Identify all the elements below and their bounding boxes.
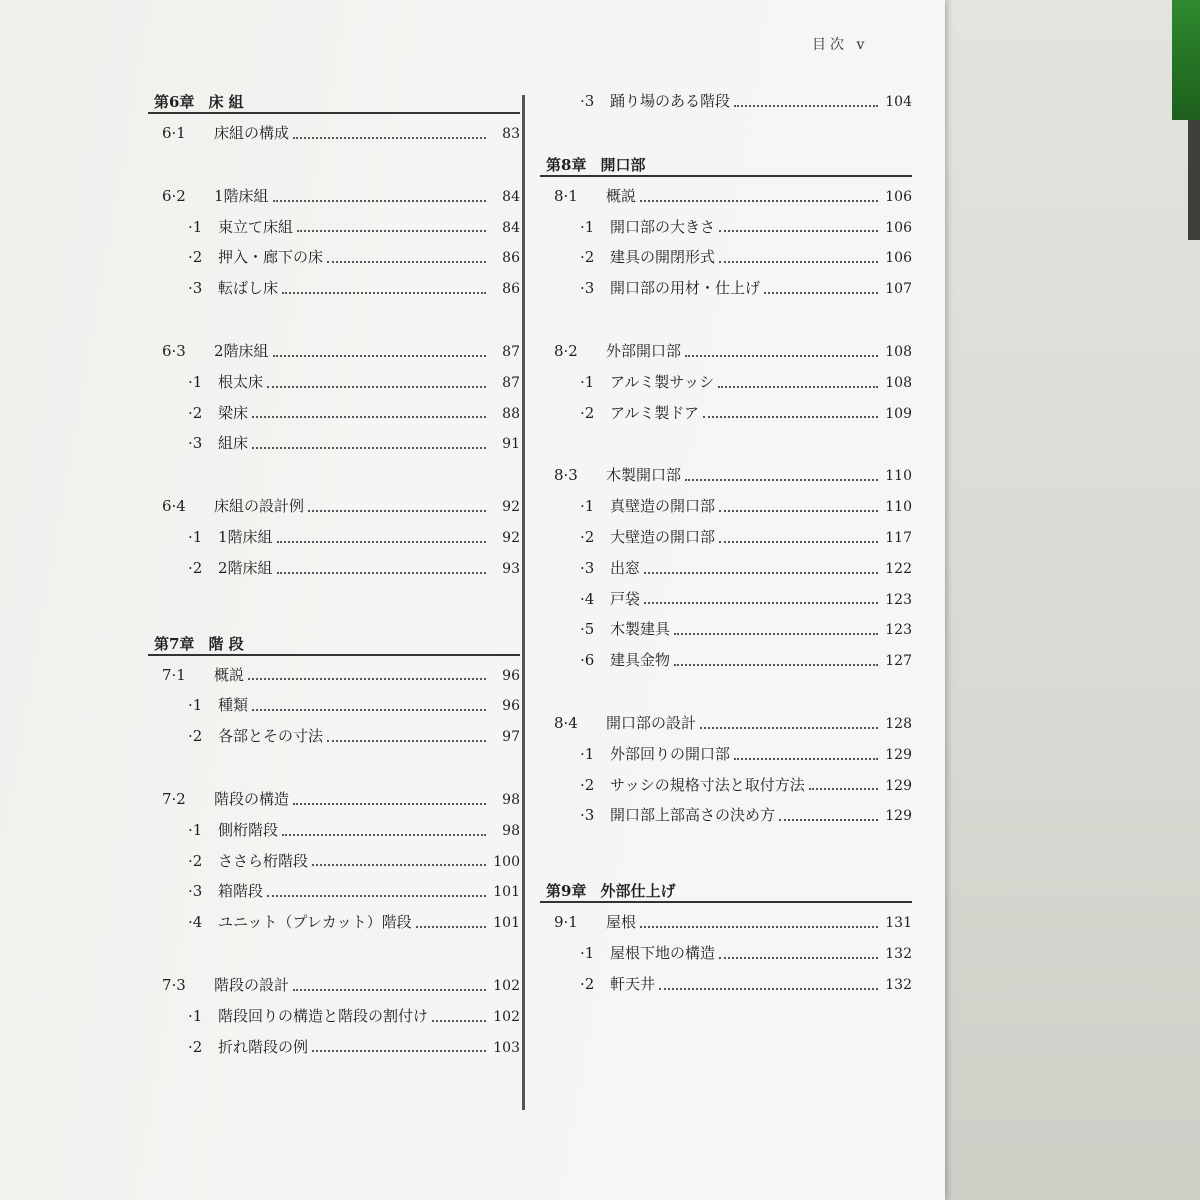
- page-number: 110: [885, 499, 912, 516]
- spacer: [148, 459, 520, 491]
- dot-leader: [267, 385, 486, 388]
- entry-title: アルミ製サッシ: [610, 372, 715, 391]
- dot-leader: [327, 739, 486, 742]
- dot-leader: [267, 894, 486, 897]
- dot-leader: [416, 925, 486, 928]
- entry-number: ·2: [580, 248, 595, 267]
- entry-number: ·3: [188, 279, 203, 298]
- entry-number: ·1: [580, 943, 595, 962]
- toc-subsection-entry[interactable]: [148, 273, 520, 304]
- entry-number: 6·3: [162, 341, 186, 360]
- entry-title: 屋根下地の構造: [610, 943, 716, 962]
- book-edge: [1188, 120, 1200, 240]
- page-number: 100: [493, 853, 520, 870]
- entry-title: ささら桁階段: [218, 851, 309, 870]
- page-number: 132: [885, 976, 912, 993]
- running-head: 目次 v: [812, 37, 869, 53]
- entry-title: アルミ製ドア: [610, 403, 699, 422]
- page-number: 92: [502, 529, 520, 546]
- spacer: [148, 752, 520, 784]
- entry-title: 建具金物: [610, 651, 671, 670]
- toc-subsection-entry[interactable]: [540, 969, 912, 1000]
- toc-subsection-entry[interactable]: [540, 739, 912, 770]
- toc-subsection-entry[interactable]: [540, 367, 912, 398]
- page-number: 102: [493, 977, 520, 994]
- toc-subsection-entry[interactable]: [148, 242, 520, 273]
- page-number: 88: [502, 405, 520, 422]
- entry-title: 階段の構造: [214, 789, 290, 808]
- entry-number: ·2: [188, 248, 203, 267]
- entry-number: ·4: [188, 913, 203, 932]
- page-number: 131: [885, 915, 912, 932]
- page-number: 104: [885, 94, 912, 110]
- entry-number: ·2: [580, 527, 595, 546]
- entry-title: 梁床: [218, 403, 249, 422]
- page-number: 106: [885, 250, 912, 267]
- dot-leader: [640, 925, 878, 928]
- page-number: 108: [885, 374, 912, 391]
- dot-leader: [674, 632, 878, 635]
- dot-leader: [248, 677, 486, 680]
- chapter-heading: [540, 149, 912, 177]
- entry-number: 7·2: [162, 789, 186, 808]
- dot-leader: [312, 863, 486, 866]
- page-number: 127: [885, 653, 912, 670]
- entry-number: ·1: [188, 527, 203, 546]
- entry-title: 出窓: [610, 558, 641, 577]
- dot-leader: [312, 1049, 486, 1052]
- toc-subsection-entry[interactable]: [148, 367, 520, 398]
- entry-number: ·1: [188, 217, 203, 236]
- entry-number: ·1: [188, 372, 203, 391]
- toc-subsection-entry[interactable]: [540, 398, 912, 429]
- page-number: 101: [493, 915, 520, 932]
- page-number: 97: [502, 729, 520, 746]
- toc-subsection-entry[interactable]: [148, 428, 520, 459]
- entry-number: 9·1: [554, 913, 578, 932]
- dot-leader: [282, 291, 486, 294]
- entry-title: 床組の設計例: [214, 497, 305, 516]
- entry-number: ·4: [580, 589, 595, 608]
- entry-number: 8·2: [554, 341, 578, 360]
- dot-leader: [674, 663, 878, 666]
- entry-title: 真壁造の開口部: [610, 497, 716, 516]
- chapter-heading: [148, 628, 520, 656]
- entry-title: 側桁階段: [218, 820, 279, 839]
- dot-leader: [703, 415, 878, 418]
- dot-leader: [277, 540, 486, 543]
- entry-title: 木製開口部: [606, 466, 682, 485]
- entry-title: 2階床組: [218, 558, 273, 577]
- dot-leader: [659, 987, 878, 990]
- chapter-title: 外部仕上げ: [600, 882, 676, 901]
- entry-title: 1階床組: [218, 527, 273, 546]
- page-number: 129: [885, 746, 912, 763]
- entry-number: 7·3: [162, 975, 186, 994]
- toc-subsection-entry[interactable]: [540, 614, 912, 645]
- entry-title: 押入・廊下の床: [218, 248, 324, 267]
- dot-leader: [293, 802, 486, 805]
- chapter-number: 第9章: [546, 882, 587, 901]
- page-number: 84: [502, 188, 520, 205]
- spacer: [540, 304, 912, 336]
- page-number: 129: [885, 808, 912, 825]
- page-number: 106: [885, 188, 912, 205]
- dot-leader: [734, 757, 878, 760]
- page-number: 123: [885, 622, 912, 639]
- page-number: 117: [885, 529, 912, 546]
- spacer: [148, 149, 520, 181]
- dot-leader: [700, 726, 878, 729]
- page-number: 83: [502, 126, 520, 142]
- dot-leader: [644, 601, 878, 604]
- page-number: 86: [502, 281, 520, 298]
- page-number: 98: [502, 822, 520, 839]
- dot-leader: [719, 229, 878, 232]
- page-number: 122: [885, 560, 912, 577]
- chapter-heading: [148, 86, 520, 114]
- page-number: 108: [885, 343, 912, 360]
- column-divider: [522, 95, 525, 1110]
- page-number: 96: [502, 698, 520, 715]
- entry-number: ·2: [188, 851, 203, 870]
- toc-subsection-entry[interactable]: [540, 645, 912, 676]
- dot-leader: [685, 478, 878, 481]
- spacer: [540, 831, 912, 875]
- dot-leader: [779, 818, 878, 821]
- toc-left-column: [148, 86, 520, 1062]
- dot-leader: [277, 571, 486, 574]
- dot-leader: [734, 104, 878, 107]
- toc-section-entry[interactable]: [148, 970, 520, 1001]
- entry-number: ·3: [580, 558, 595, 577]
- toc-section-entry[interactable]: [148, 491, 520, 522]
- dot-leader: [252, 415, 486, 418]
- page-number: 84: [502, 219, 520, 236]
- dot-leader: [297, 229, 486, 232]
- page-number: 128: [885, 715, 912, 732]
- dot-leader: [252, 446, 486, 449]
- entry-number: ·1: [580, 744, 595, 763]
- chapter-number: 第6章: [154, 93, 195, 111]
- entry-title: 2階床組: [214, 341, 269, 360]
- entry-number: 8·4: [554, 713, 578, 732]
- chapter-heading: [540, 875, 912, 903]
- toc-section-entry[interactable]: [148, 660, 520, 691]
- dot-leader: [293, 988, 486, 991]
- entry-title: 折れ階段の例: [218, 1037, 309, 1056]
- toc-section-entry[interactable]: [148, 181, 520, 212]
- toc-subsection-entry[interactable]: [148, 721, 520, 752]
- spacer: [148, 938, 520, 970]
- chapter-title: 階 段: [208, 634, 244, 653]
- spacer: [540, 428, 912, 460]
- chapter-number: 第7章: [154, 634, 195, 653]
- entry-title: 開口部上部高さの決め方: [610, 806, 776, 825]
- entry-number: ·6: [580, 651, 595, 670]
- page-number: 103: [493, 1039, 520, 1056]
- toc-subsection-entry[interactable]: [540, 938, 912, 969]
- entry-number: 8·1: [554, 186, 578, 205]
- toc-subsection-entry[interactable]: [148, 522, 520, 553]
- entry-title: 踊り場のある階段: [610, 92, 731, 110]
- chapter-title: 開口部: [600, 155, 646, 174]
- entry-title: 階段回りの構造と階段の割付け: [218, 1006, 429, 1025]
- entry-title: 建具の開閉形式: [610, 248, 716, 267]
- entry-title: 大壁造の開口部: [610, 527, 716, 546]
- entry-number: ·5: [580, 620, 595, 639]
- toc-subsection-entry[interactable]: [540, 242, 912, 273]
- dot-leader: [327, 260, 486, 263]
- entry-title: サッシの規格寸法と取付方法: [610, 775, 805, 794]
- entry-number: ·1: [188, 696, 203, 715]
- entry-number: ·2: [188, 558, 203, 577]
- entry-title: 転ばし床: [218, 279, 279, 298]
- entry-title: 1階床組: [214, 186, 269, 205]
- toc-subsection-entry[interactable]: [148, 398, 520, 429]
- entry-number: ·2: [580, 775, 595, 794]
- entry-title: 木製建具: [610, 620, 671, 639]
- dot-leader: [719, 509, 878, 512]
- dot-leader: [308, 509, 486, 512]
- page-number: 86: [502, 250, 520, 267]
- entry-title: 外部回りの開口部: [610, 744, 731, 763]
- dot-leader: [282, 833, 486, 836]
- toc-section-entry[interactable]: [148, 784, 520, 815]
- toc-subsection-entry[interactable]: [148, 1001, 520, 1032]
- entry-title: 概説: [606, 186, 637, 205]
- dot-leader: [764, 291, 878, 294]
- entry-number: ·2: [188, 1037, 203, 1056]
- page-number: 132: [885, 945, 912, 962]
- page-number: 109: [885, 405, 912, 422]
- page-number: 92: [502, 499, 520, 516]
- page-number: 129: [885, 777, 912, 794]
- background-surface: [945, 0, 1200, 1200]
- dot-leader: [719, 260, 878, 263]
- dot-leader: [809, 787, 878, 790]
- entry-number: ·2: [580, 403, 595, 422]
- dot-leader: [273, 354, 486, 357]
- spacer: [540, 117, 912, 149]
- entry-number: 6·4: [162, 497, 186, 516]
- dot-leader: [252, 708, 486, 711]
- entry-title: 開口部の大きさ: [610, 217, 716, 236]
- entry-number: ·1: [580, 372, 595, 391]
- dot-leader: [718, 385, 878, 388]
- entry-title: 外部開口部: [606, 341, 682, 360]
- entry-title: 各部とその寸法: [218, 727, 324, 746]
- toc-right-column: [540, 86, 912, 1000]
- page-number: 106: [885, 219, 912, 236]
- page-number: 87: [502, 374, 520, 391]
- entry-number: ·2: [188, 727, 203, 746]
- toc-section-entry[interactable]: [540, 336, 912, 367]
- entry-title: 床組の構成: [214, 124, 290, 142]
- dot-leader: [273, 199, 486, 202]
- toc-subsection-entry[interactable]: [148, 815, 520, 846]
- entry-number: 7·1: [162, 665, 186, 684]
- page-number: 110: [885, 468, 912, 485]
- toc-subsection-entry[interactable]: [148, 690, 520, 721]
- toc-section-entry[interactable]: [540, 708, 912, 739]
- toc-section-entry[interactable]: [540, 907, 912, 938]
- entry-number: ·1: [580, 217, 595, 236]
- page-number: 107: [885, 281, 912, 298]
- toc-subsection-entry[interactable]: [148, 1032, 520, 1063]
- toc-section-entry[interactable]: [540, 181, 912, 212]
- entry-title: 戸袋: [610, 589, 641, 608]
- entry-title: 根太床: [218, 372, 264, 391]
- entry-title: ユニット（プレカット）階段: [218, 913, 412, 932]
- toc-subsection-entry[interactable]: [148, 876, 520, 907]
- page-number: 123: [885, 591, 912, 608]
- spacer: [148, 304, 520, 336]
- toc-subsection-entry[interactable]: [540, 86, 912, 117]
- dot-leader: [640, 199, 878, 202]
- page-number: 96: [502, 667, 520, 684]
- page-number: 93: [502, 560, 520, 577]
- entry-title: 種類: [218, 696, 249, 715]
- entry-number: ·3: [188, 434, 203, 453]
- page-number: 101: [493, 884, 520, 901]
- dot-leader: [432, 1019, 486, 1022]
- toc-subsection-entry[interactable]: [540, 553, 912, 584]
- entry-title: 屋根: [606, 913, 637, 932]
- entry-number: 8·3: [554, 466, 578, 485]
- spacer: [540, 676, 912, 708]
- toc-subsection-entry[interactable]: [148, 553, 520, 584]
- entry-number: ·1: [188, 1006, 203, 1025]
- toc-section-entry[interactable]: [148, 118, 520, 149]
- entry-number: ·3: [580, 806, 595, 825]
- entry-title: 組床: [218, 434, 249, 453]
- entry-title: 階段の設計: [214, 975, 290, 994]
- dot-leader: [719, 540, 878, 543]
- toc-subsection-entry[interactable]: [540, 522, 912, 553]
- entry-number: ·3: [188, 882, 203, 901]
- toc-subsection-entry[interactable]: [148, 212, 520, 243]
- entry-number: ·3: [580, 92, 595, 110]
- toc-subsection-entry[interactable]: [540, 584, 912, 615]
- entry-title: 開口部の設計: [606, 713, 697, 732]
- entry-number: ·3: [580, 279, 595, 298]
- dot-leader: [293, 136, 486, 139]
- toc-subsection-entry[interactable]: [540, 800, 912, 831]
- entry-title: 軒天井: [610, 974, 656, 993]
- toc-subsection-entry[interactable]: [540, 273, 912, 304]
- entry-number: ·1: [580, 497, 595, 516]
- entry-number: ·1: [188, 820, 203, 839]
- toc-subsection-entry[interactable]: [148, 907, 520, 938]
- entry-title: 開口部の用材・仕上げ: [610, 279, 761, 298]
- dot-leader: [644, 571, 878, 574]
- book-spine: [1172, 0, 1200, 120]
- spacer: [148, 584, 520, 628]
- entry-title: 箱階段: [218, 882, 264, 901]
- dot-leader: [685, 354, 878, 357]
- toc-subsection-entry[interactable]: [148, 846, 520, 877]
- page-number: 102: [493, 1008, 520, 1025]
- page-number: 87: [502, 343, 520, 360]
- page-number: 98: [502, 791, 520, 808]
- chapter-number: 第8章: [546, 155, 587, 174]
- chapter-title: 床 組: [208, 93, 244, 111]
- entry-number: 6·1: [162, 124, 186, 142]
- dot-leader: [719, 956, 878, 959]
- toc-subsection-entry[interactable]: [540, 212, 912, 243]
- entry-title: 概説: [214, 665, 245, 684]
- toc-section-entry[interactable]: [540, 460, 912, 491]
- page-number: 91: [502, 436, 520, 453]
- entry-title: 束立て床組: [218, 217, 294, 236]
- entry-number: 6·2: [162, 186, 186, 205]
- toc-subsection-entry[interactable]: [540, 770, 912, 801]
- entry-number: ·2: [188, 403, 203, 422]
- entry-number: ·2: [580, 974, 595, 993]
- toc-section-entry[interactable]: [148, 336, 520, 367]
- toc-subsection-entry[interactable]: [540, 491, 912, 522]
